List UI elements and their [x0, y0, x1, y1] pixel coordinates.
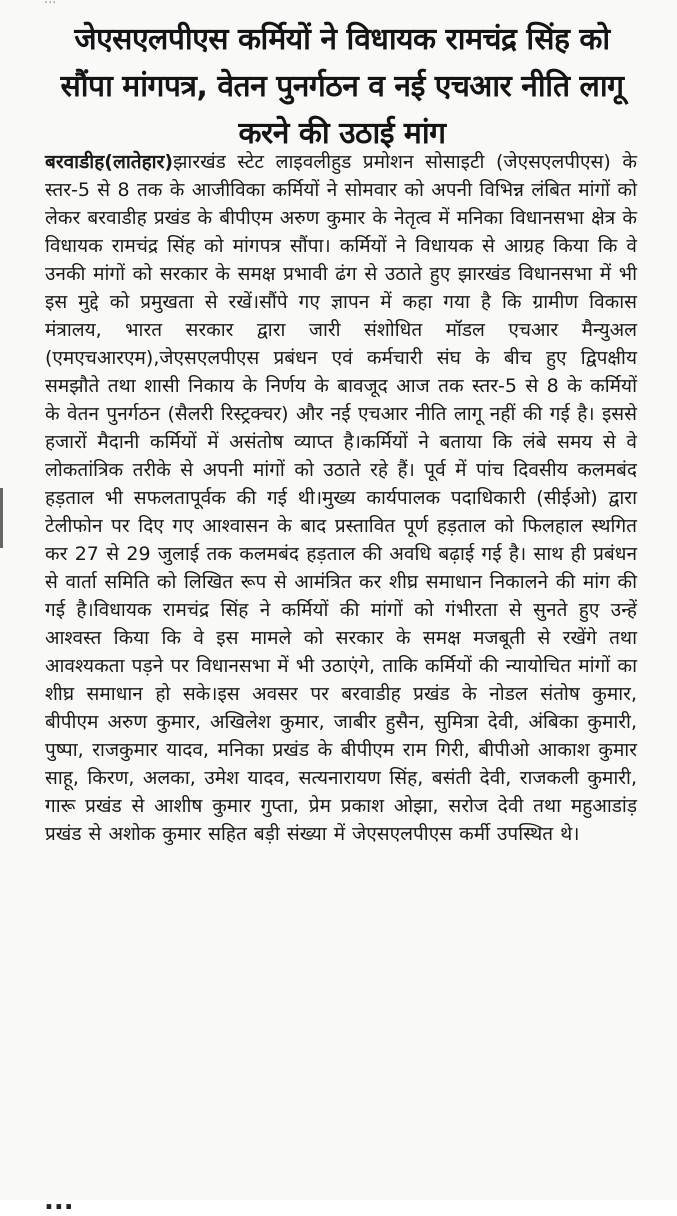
article-body-text: झारखंड स्टेट लाइवलीहुड प्रमोशन सोसाइटी (जेएसएलपीएस) के स्तर-5 से 8 तक के आजीविका कर्मियों ने सोमवार को अपनी विभिन्न लंबित मांगों को लेकर बरवाडीह प्रखंड के बीपीएम अरुण कुमार के नेतृत्व में मनिका विधानसभा क्षेत्र के विधायक रामचंद्र सिंह को मांगपत्र सौंपा। कर्मियों ने विधायक से आग्रह किया कि वे उनकी मांगों को सरकार के समक्ष प्रभावी ढंग से उठाते हुए झारखंड विधानसभा में भी इस मुद्दे को प्रमुखता से रखें।सौंपे गए ज्ञापन में कहा गया है कि ग्रामीण विकास मंत्रालय, भारत सरकार द्वारा जारी संशोधित मॉडल एचआर मैन्युअल (एमएचआरएम),जेएसएलपीएस प्रबंधन एवं कर्मचारी संघ के बीच हुए द्विपक्षीय समझौते तथा शासी निकाय के निर्णय के बावजूद आज तक स्तर-5 से 8 के कर्मियों के वेतन पुनर्गठन (सैलरी रिस्ट्रक्चर) और नई एचआर नीति लागू नहीं की गई है। इससे हजारों मैदानी कर्मियों में असंतोष व्याप्त है।कर्मियों ने बताया कि लंबे समय से वे लोकतांत्रिक तरीके से अपनी मांगों को उठाते रहे हैं। पूर्व में पांच दिवसीय कलमबंद हड़ताल भी सफलतापूर्वक की गई थी।मुख्य कार्यपालक पदाधिकारी (सीईओ) द्वारा टेलीफोन पर दिए गए आश्वासन के बाद प्रस्तावित पूर्ण हड़ताल को फिलहाल स्थगित कर 27 से 29 जुलाई तक कलमबंद हड़ताल की अवधि बढ़ाई गई है। साथ ही प्रबंधन से वार्ता समिति को लिखित रूप से आमंत्रित कर शीघ्र समाधान निकालने की मांग की गई है।विधायक रामचंद्र सिंह ने कर्मियों की मांगों को गंभीरता से सुनते हुए उन्हें आश्वस्त किया कि वे इस मामले को सरकार के समक्ष मजबूती से रखेंगे तथा आवश्यकता पड़ने पर विधानसभा में भी उठाएंगे, ताकि कर्मियों की न्यायोचित मांगों का शीघ्र समाधान हो सके।इस अवसर पर बरवाडीह प्रखंड के नोडल संतोष कुमार, बीपीएम अरुण कुमार, अखिलेश कुमार, जाबीर हुसैन, सुमित्रा देवी, अंबिका कुमारी, पुष्पा, राजकुमार यादव, मनिका प्रखंड के बीपीएम राम गिरी, बीपीओ आकाश कुमार साहू, किरण, अलका, उमेश यादव, सत्यनारायण सिंह, बसंती देवी, राजकली कुमारी, गारू प्रखंड से आशीष कुमार गुप्ता, प्रेम प्रकाश ओझा, सरोज देवी तथा महुआडांड़ प्रखंड से अशोक कुमार सहित बड़ी संख्या में जेएसएलपीएस कर्मी उपस्थित थे। [45, 151, 637, 845]
article-headline: जेएसएलपीएस कर्मियों ने विधायक रामचंद्र सिंह को सौंपा मांगपत्र, वेतन पुनर्गठन व नई एचआर नीति लागू करने की उठाई मांग [60, 22, 624, 151]
column-divider [0, 488, 3, 548]
article-dateline: बरवाडीह(लातेहार) [45, 151, 174, 173]
cut-off-top-text [44, 0, 56, 7]
cut-off-bottom-text: ... [44, 1186, 74, 1216]
article-body [45, 148, 637, 848]
